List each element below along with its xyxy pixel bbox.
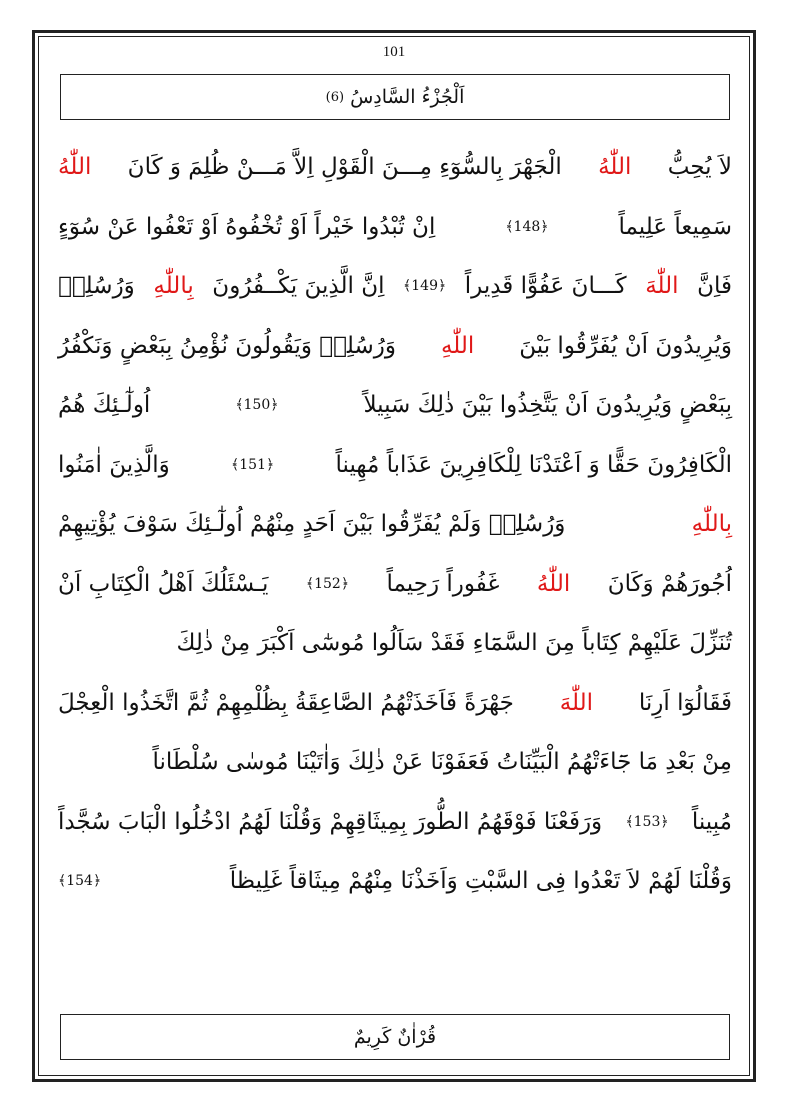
verse-text: اُولٰٓـئِكَ هُمُ: [58, 392, 151, 418]
verse-text: فَقَالُوٓا اَرِنَا: [638, 689, 732, 716]
ayah-number: ﴿151﴾: [231, 456, 275, 473]
verse-line: [58, 317, 732, 377]
verse-line: [58, 793, 732, 853]
verse-line: [58, 257, 732, 317]
verse-text: وَرَفَعْنَا فَوْقَهُمُ الطُّورَ بِمِيثَاقِهِمْ وَقُلْنَا لَهُمُ ادْخُلُوا الْبَابَ سُجَّداً: [58, 808, 603, 835]
verse-text: الْجَهْرَ بِالسُّوٓءِ مِـــنَ الْقَوْلِ اِلاَّ مَـــنْ ظُلِمَ وَ كَانَ: [127, 154, 562, 180]
verse-text: غَفُوراً رَحِيماً: [386, 570, 500, 597]
verse-text: وَقُلْنَا لَهُمْ لاَ تَعْدُوا فِى السَّبْتِ وَاَخَذْنَا مِنْهُمْ مِيثَاقاً غَلِيظاً: [229, 868, 732, 894]
page-number: 101: [382, 44, 406, 60]
verse-text: وَالَّذِينَ اٰمَنُوا: [58, 451, 170, 478]
verse-text: سَمِيعاً عَلِيماً: [618, 213, 732, 240]
verse-text: بِبَعْضٍ وَيُرِيدُونَ اَنْ يَتَّخِذُوا بَيْنَ ذٰلِكَ سَبِيلاً: [363, 392, 732, 418]
verse-text: وَيُرِيدُونَ اَنْ يُفَرِّقُوا بَيْنَ: [519, 332, 732, 359]
verse-line: [58, 138, 732, 198]
verse-line: [58, 495, 732, 555]
juz-header: [60, 74, 730, 120]
ayah-number: ﴿148﴾: [505, 218, 549, 235]
verse-text: كَـــانَ عَفُوًّا قَدِيراً: [464, 273, 627, 299]
juz-title: اَلْجُزْءُ السَّادِسُ: [350, 86, 465, 108]
footer-box: [60, 1014, 730, 1060]
verse-line: [58, 198, 732, 258]
quran-text-block: [58, 138, 732, 912]
divine-name-text: اللّٰهَ: [559, 689, 594, 716]
verse-text: الْكَافِرُونَ حَقًّا وَ اَعْتَدْنَا لِلْكَافِرِينَ عَذَاباً مُهِيناً: [335, 451, 732, 478]
divine-name-text: اللّٰهُ: [598, 154, 632, 180]
verse-line: [58, 614, 732, 674]
verse-text: اِنَّ الَّذِينَ يَكْــفُرُونَ: [212, 273, 385, 299]
verse-text: يَـسْئَلُكَ اَهْلُ الْكِتَابِ اَنْ: [58, 570, 269, 597]
juz-number: (6): [325, 89, 345, 105]
verse-line: [58, 376, 732, 436]
verse-text: وَرُسُلِهٖ وَيَقُولُونَ نُؤْمِنُ بِبَعْضٍ وَنَكْفُرُ: [58, 332, 397, 359]
verse-text: مِنْ بَعْدِ مَا جَٓاءَتْهُمُ الْبَيِّنَاتُ فَعَفَوْنَا عَنْ ذٰلِكَ وَاٰتَيْنَا مُوسٰى سُلْطَاناً: [152, 749, 732, 775]
verse-text: تُنَزِّلَ عَلَيْهِمْ كِتَاباً مِنَ السَّمَٓاءِ فَقَدْ سَاَلُوا مُوسٰٓى اَكْبَرَ مِنْ ذٰلِكَ: [176, 630, 732, 656]
verse-line: [58, 555, 732, 615]
ayah-number: ﴿149﴾: [403, 278, 447, 294]
divine-name-text: بِاللّٰهِ: [691, 511, 732, 537]
ayah-number: ﴿154﴾: [58, 873, 102, 889]
verse-line: [58, 674, 732, 734]
verse-text: اُجُورَهُمْ وَكَانَ: [607, 570, 732, 597]
divine-name-text: اللّٰهُ: [58, 154, 92, 180]
verse-text: وَرُسُلِهٖ: [58, 273, 135, 299]
ayah-number: ﴿153﴾: [625, 813, 669, 830]
footer-title: قُرْاٰنٌ كَرِيمٌ: [353, 1026, 437, 1048]
ayah-number: ﴿152﴾: [305, 575, 350, 592]
verse-text: اِنْ تُبْدُوا خَيْراً اَوْ تُخْفُوهُ اَوْ تَعْفُوا عَنْ سُوٓءٍ: [58, 213, 436, 240]
verse-line: [58, 436, 732, 496]
ayah-number: ﴿150﴾: [235, 397, 279, 413]
verse-text: فَاِنَّ: [697, 273, 732, 299]
verse-text: جَهْرَةً فَاَخَذَتْهُمُ الصَّاعِقَةُ بِظُلْمِهِمْ ثُمَّ اتَّخَذُوا الْعِجْلَ: [58, 689, 514, 716]
verse-line: [58, 733, 732, 793]
divine-name-text: اللّٰهَ: [645, 273, 679, 299]
divine-name-text: بِاللّٰهِ: [153, 273, 194, 299]
verse-text: لاَ يُحِبُّ: [667, 154, 732, 180]
divine-name-text: اللّٰهِ: [440, 332, 475, 359]
verse-line: [58, 852, 732, 912]
verse-text: مُبِيناً: [691, 808, 732, 835]
divine-name-text: اللّٰهُ: [536, 570, 571, 597]
verse-text: وَرُسُلِهٖ وَلَمْ يُفَرِّقُوا بَيْنَ اَحَدٍ مِنْهُمْ اُولٰٓـئِكَ سَوْفَ يُؤْتِيهِمْ: [58, 511, 566, 537]
